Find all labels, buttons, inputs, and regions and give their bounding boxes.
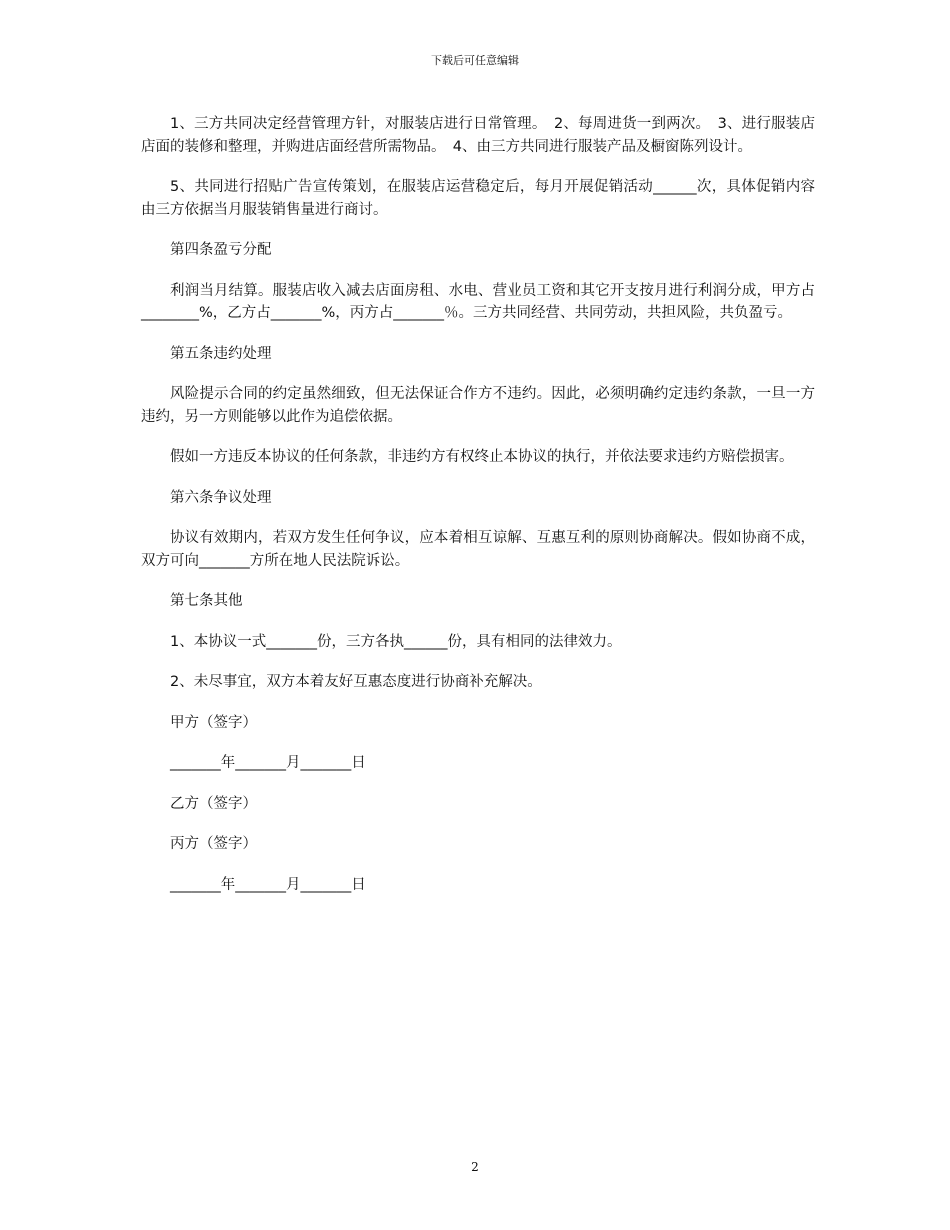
section-heading-breach: 第五条违约处理 bbox=[170, 345, 272, 362]
document-body bbox=[141, 113, 815, 914]
clause-breach-remedy: 假如一方违反本协议的任何条款，非违约方有权终止本协议的执行，并依法要求违约方赔偿损害。 bbox=[170, 449, 794, 465]
signature-party-c: 丙方（签字） bbox=[170, 836, 257, 852]
section-heading-other: 第七条其他 bbox=[170, 593, 243, 609]
clause-copies: 1、本协议一式_______份，三方各执______份，具有相同的法律效力。 bbox=[170, 633, 622, 650]
section-heading-profit-loss: 第四条盈亏分配 bbox=[170, 242, 272, 258]
signature-party-a: 甲方（签字） bbox=[170, 714, 257, 731]
clause-promotion: 5、共同进行招贴广告宣传策划，在服装店运营稳定后，每月开展促销活动______次，具体促销内容由三方依据当月服装销售量进行商讨。 bbox=[141, 179, 815, 218]
page-number: 2 bbox=[471, 1160, 479, 1174]
signature-date-line: _______年_______月_______日 bbox=[170, 876, 366, 893]
clause-management-items: 1、三方共同决定经营管理方针，对服装店进行日常管理。 2、每周进货一到两次。 3、进行服装店店面的装修和整理，并购进店面经营所需物品。 4、由三方共同进行服装产品及橱窗陈列设计。 bbox=[141, 116, 815, 155]
signature-party-b: 乙方（签字） bbox=[170, 795, 257, 812]
clause-unresolved-matters: 2、未尽事宜，双方本着友好互惠态度进行协商补充解决。 bbox=[170, 674, 542, 690]
clause-risk-notice: 风险提示合同的约定虽然细致，但无法保证合作方不违约。因此，必须明确约定违约条款，一旦一方违约，另一方则能够以此作为追偿依据。 bbox=[141, 386, 815, 425]
page-header: 下载后可任意编辑 bbox=[431, 54, 519, 67]
signature-date-line: _______年_______月_______日 bbox=[170, 755, 366, 771]
section-heading-dispute: 第六条争议处理 bbox=[170, 489, 272, 506]
clause-profit-distribution: 利润当月结算。服装店收入减去店面房租、水电、营业员工资和其它开支按月进行利润分成，甲方占________%，乙方占_______%，丙方占_______％。三方共同经营、共同劳动，共担风险，共负盈亏。 bbox=[141, 282, 815, 321]
clause-dispute-resolution: 协议有效期内，若双方发生任何争议，应本着相互谅解、互惠互利的原则协商解决。假如协商不成，双方可向_______方所在地人民法院诉讼。 bbox=[141, 530, 815, 569]
